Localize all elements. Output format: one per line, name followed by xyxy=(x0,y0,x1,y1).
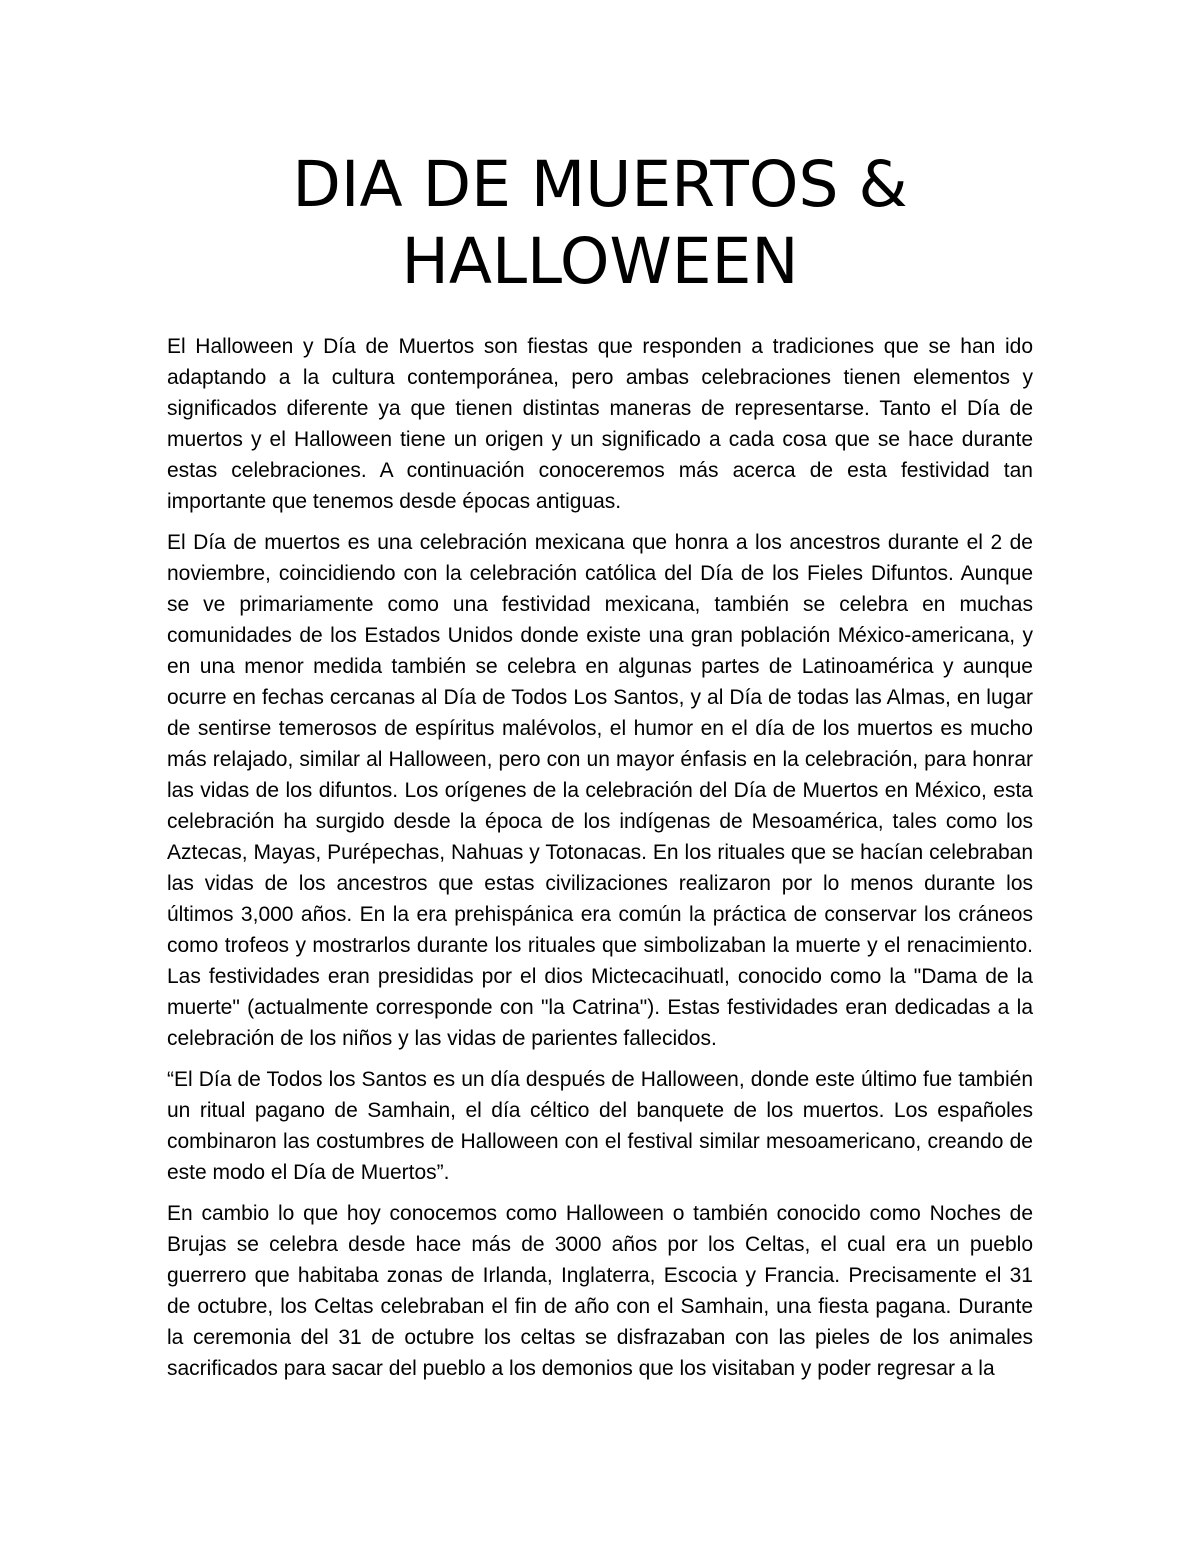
paragraph-halloween: En cambio lo que hoy conocemos como Halloween o también conocido como Noches de Brujas se celebra desde hace más de 3000 años por los Celtas, el cual era un pueblo guerrero que habitaba zonas de Irlanda, Inglaterra, Escocia y Francia. Precisamente el 31 de octubre, los Celtas celebraban el fin de año con el Samhain, una fiesta pagana. Durante la ceremonia del 31 de octubre los celtas se disfrazaban con las pieles de los animales sacrificados para sacar del pueblo a los demonios que los visitaban y poder regresar a la xyxy=(167,1202,1033,1380)
document-title: DIA DE MUERTOS & HALLOWEEN xyxy=(292,148,908,298)
paragraph-intro: El Halloween y Día de Muertos son fiestas que responden a tradiciones que se han ido adaptando a la cultura contemporánea, pero ambas celebraciones tienen elementos y significados diferente ya que tienen distintas maneras de representarse. Tanto el Día de muertos y el Halloween tiene un origen y un significado a cada cosa que se hace durante estas celebraciones. A continuación conoceremos más acerca de esta festividad tan importante que tenemos desde épocas antiguas. xyxy=(167,335,1033,513)
paragraph-dia-de-muertos: El Día de muertos es una celebración mexicana que honra a los ancestros durante el 2 de noviembre, coincidiendo con la celebración católica del Día de los Fieles Difuntos. Aunque se ve primariamente como una festividad mexicana, también se celebra en muchas comunidades de los Estados Unidos donde existe una gran población México-americana, y en una menor medida también se celebra en algunas partes de Latinoamérica y aunque ocurre en fechas cercanas al Día de Todos Los Santos, y al Día de todas las Almas, en lugar de sentirse temerosos de espíritus malévolos, el humor en el día de los muertos es mucho más relajado, similar al Halloween, pero con un mayor énfasis en la celebración, para honrar las vidas de los difuntos. Los orígenes de la celebración del Día de Muertos en México, esta celebración ha surgido desde la época de los indígenas de Mesoamérica, tales como los Aztecas, Mayas, Purépechas, Nahuas y Totonacas. En los rituales que se hacían celebraban las vidas de los ancestros que estas civilizaciones realizaron por lo menos durante los últimos 3,000 años. En la era prehispánica era común la práctica de conservar los cráneos como trofeos y mostrarlos durante los rituales que simbolizaban la muerte y el renacimiento. Las festividades eran presididas por el dios Mictecacihuatl, conocido como la "Dama de la muerte" (actualmente corresponde con "la Catrina"). Estas festividades eran dedicadas a la celebración de los niños y las vidas de parientes fallecidos. xyxy=(167,531,1033,1050)
paragraph-quote: “El Día de Todos los Santos es un día después de Halloween, donde este último fue también un ritual pagano de Samhain, el día céltico del banquete de los muertos. Los españoles combinaron las costumbres de Halloween con el festival similar mesoamericano, creando de este modo el Día de Muertos”. xyxy=(167,1068,1033,1184)
document-body xyxy=(167,331,1033,1394)
